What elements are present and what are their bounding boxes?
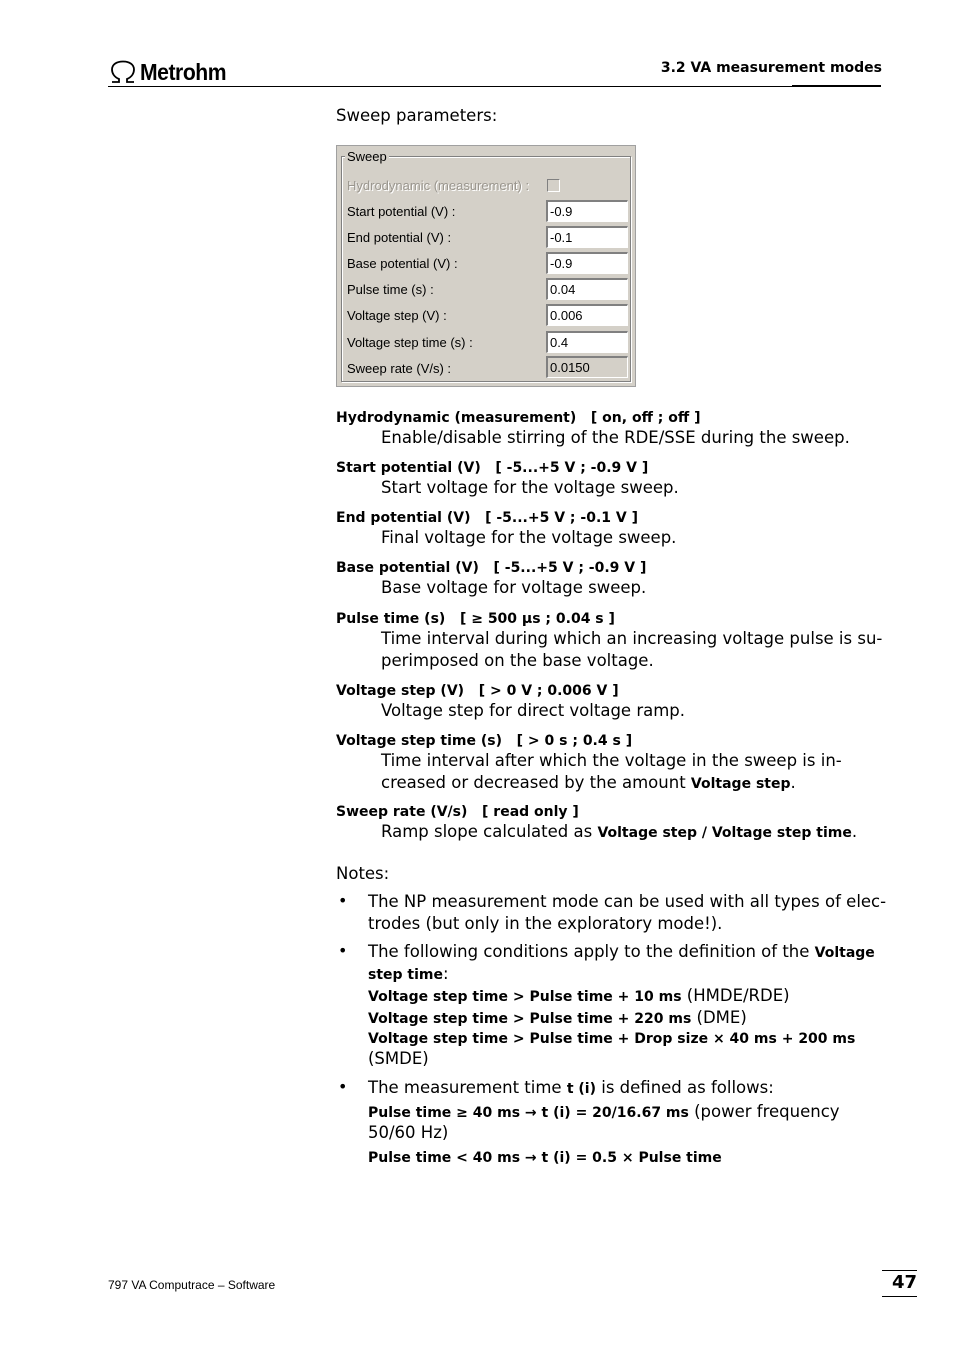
bullet-1: • (338, 891, 348, 910)
param-base-potential: Base potential (V) [ -5...+5 V ; -0.9 V ] (336, 560, 647, 576)
param-hydrodynamic: Hydrodynamic (measurement) [ on, off ; off ] (336, 410, 701, 426)
param-pulse-time-desc-2: perimposed on the base voltage. (381, 651, 654, 670)
voltage-step-time-input[interactable]: 0.4 (546, 331, 628, 353)
note-3: The measurement time t (i) is defined as follows: (368, 1078, 774, 1097)
param-base-potential-desc: Base voltage for voltage sweep. (381, 578, 647, 597)
sweep-dialog (336, 145, 636, 387)
pulse-time-input[interactable]: 0.04 (546, 278, 628, 300)
voltage-step-time-label: Voltage step time (s) : (347, 335, 473, 350)
note-1-line-1: The NP measurement mode can be used with all types of elec- (368, 892, 887, 911)
sweep-rate-display: 0.0150 (546, 356, 628, 378)
base-potential-input[interactable]: -0.9 (546, 252, 628, 274)
param-hydrodynamic-desc: Enable/disable stirring of the RDE/SSE during the sweep. (381, 428, 850, 447)
bullet-2: • (338, 941, 348, 960)
voltage-step-input[interactable]: 0.006 (546, 304, 628, 326)
section-title: 3.2 VA measurement modes (660, 60, 882, 76)
note-2-line-2: step time: (368, 964, 449, 983)
pulse-time-label: Pulse time (s) : (347, 282, 434, 297)
page-number-rule-top (882, 1270, 917, 1271)
notes-title: Notes: (336, 864, 390, 883)
start-potential-input[interactable]: -0.9 (546, 200, 628, 222)
param-pulse-time-desc-1: Time interval during which an increasing voltage pulse is su- (381, 629, 883, 648)
header-divider (108, 86, 881, 87)
param-start-potential: Start potential (V) [ -5...+5 V ; -0.9 V ] (336, 460, 649, 476)
param-end-potential: End potential (V) [ -5...+5 V ; -0.1 V ] (336, 510, 638, 526)
omega-icon (108, 60, 138, 84)
param-voltage-step-desc: Voltage step for direct voltage ramp. (381, 701, 686, 720)
param-end-potential-desc: Final voltage for the voltage sweep. (381, 528, 677, 547)
bullet-3: • (338, 1077, 348, 1096)
page-number: 47 (891, 1272, 917, 1293)
param-pulse-time: Pulse time (s) [ ≥ 500 µs ; 0.04 s ] (336, 611, 615, 627)
condition-hmde: Voltage step time > Pulse time + 10 ms (HMDE/RDE) (368, 986, 790, 1005)
condition-smde: Voltage step time > Pulse time + Drop size × 40 ms + 200 ms (368, 1031, 856, 1047)
param-voltage-step-time-desc-2: creased or decreased by the amount Voltage step. (381, 773, 796, 792)
condition-smde-label: (SMDE) (368, 1049, 429, 1068)
intro-text: Sweep parameters: (336, 106, 498, 125)
param-voltage-step-time-desc-1: Time interval after which the voltage in the sweep is in- (381, 751, 842, 770)
page-number-rule (882, 1296, 917, 1297)
brand-name: Metrohm (140, 58, 227, 85)
param-voltage-step: Voltage step (V) [ > 0 V ; 0.006 V ] (336, 683, 619, 699)
note-1-line-2: trodes (but only in the exploratory mode!). (368, 914, 723, 933)
param-sweep-rate-desc: Ramp slope calculated as Voltage step / Voltage step time. (381, 822, 858, 841)
end-potential-input[interactable]: -0.1 (546, 226, 628, 248)
hydrodynamic-label: Hydrodynamic (measurement) : (347, 178, 530, 193)
param-sweep-rate: Sweep rate (V/s) [ read only ] (336, 804, 579, 820)
measurement-time-1: Pulse time ≥ 40 ms → t (i) = 20/16.67 ms (power frequency (368, 1102, 840, 1121)
measurement-time-1-cont: 50/60 Hz) (368, 1123, 449, 1142)
sweep-rate-label: Sweep rate (V/s) : (347, 361, 452, 376)
groupbox-title: Sweep (347, 149, 387, 164)
start-potential-label: Start potential (V) : (347, 204, 456, 219)
base-potential-label: Base potential (V) : (347, 256, 458, 271)
voltage-step-label: Voltage step (V) : (347, 308, 447, 323)
note-2-line-1: The following conditions apply to the definition of the Voltage (368, 942, 875, 961)
end-potential-label: End potential (V) : (347, 230, 452, 245)
param-start-potential-desc: Start voltage for the voltage sweep. (381, 478, 679, 497)
brand-logo (108, 58, 234, 86)
header-divider-accent (792, 85, 881, 87)
condition-dme: Voltage step time > Pulse time + 220 ms (DME) (368, 1008, 747, 1027)
measurement-time-2: Pulse time < 40 ms → t (i) = 0.5 × Pulse time (368, 1150, 722, 1166)
footer-product: 797 VA Computrace – Software (108, 1278, 276, 1292)
hydrodynamic-checkbox[interactable] (547, 179, 560, 192)
param-voltage-step-time: Voltage step time (s) [ > 0 s ; 0.4 s ] (336, 733, 633, 749)
